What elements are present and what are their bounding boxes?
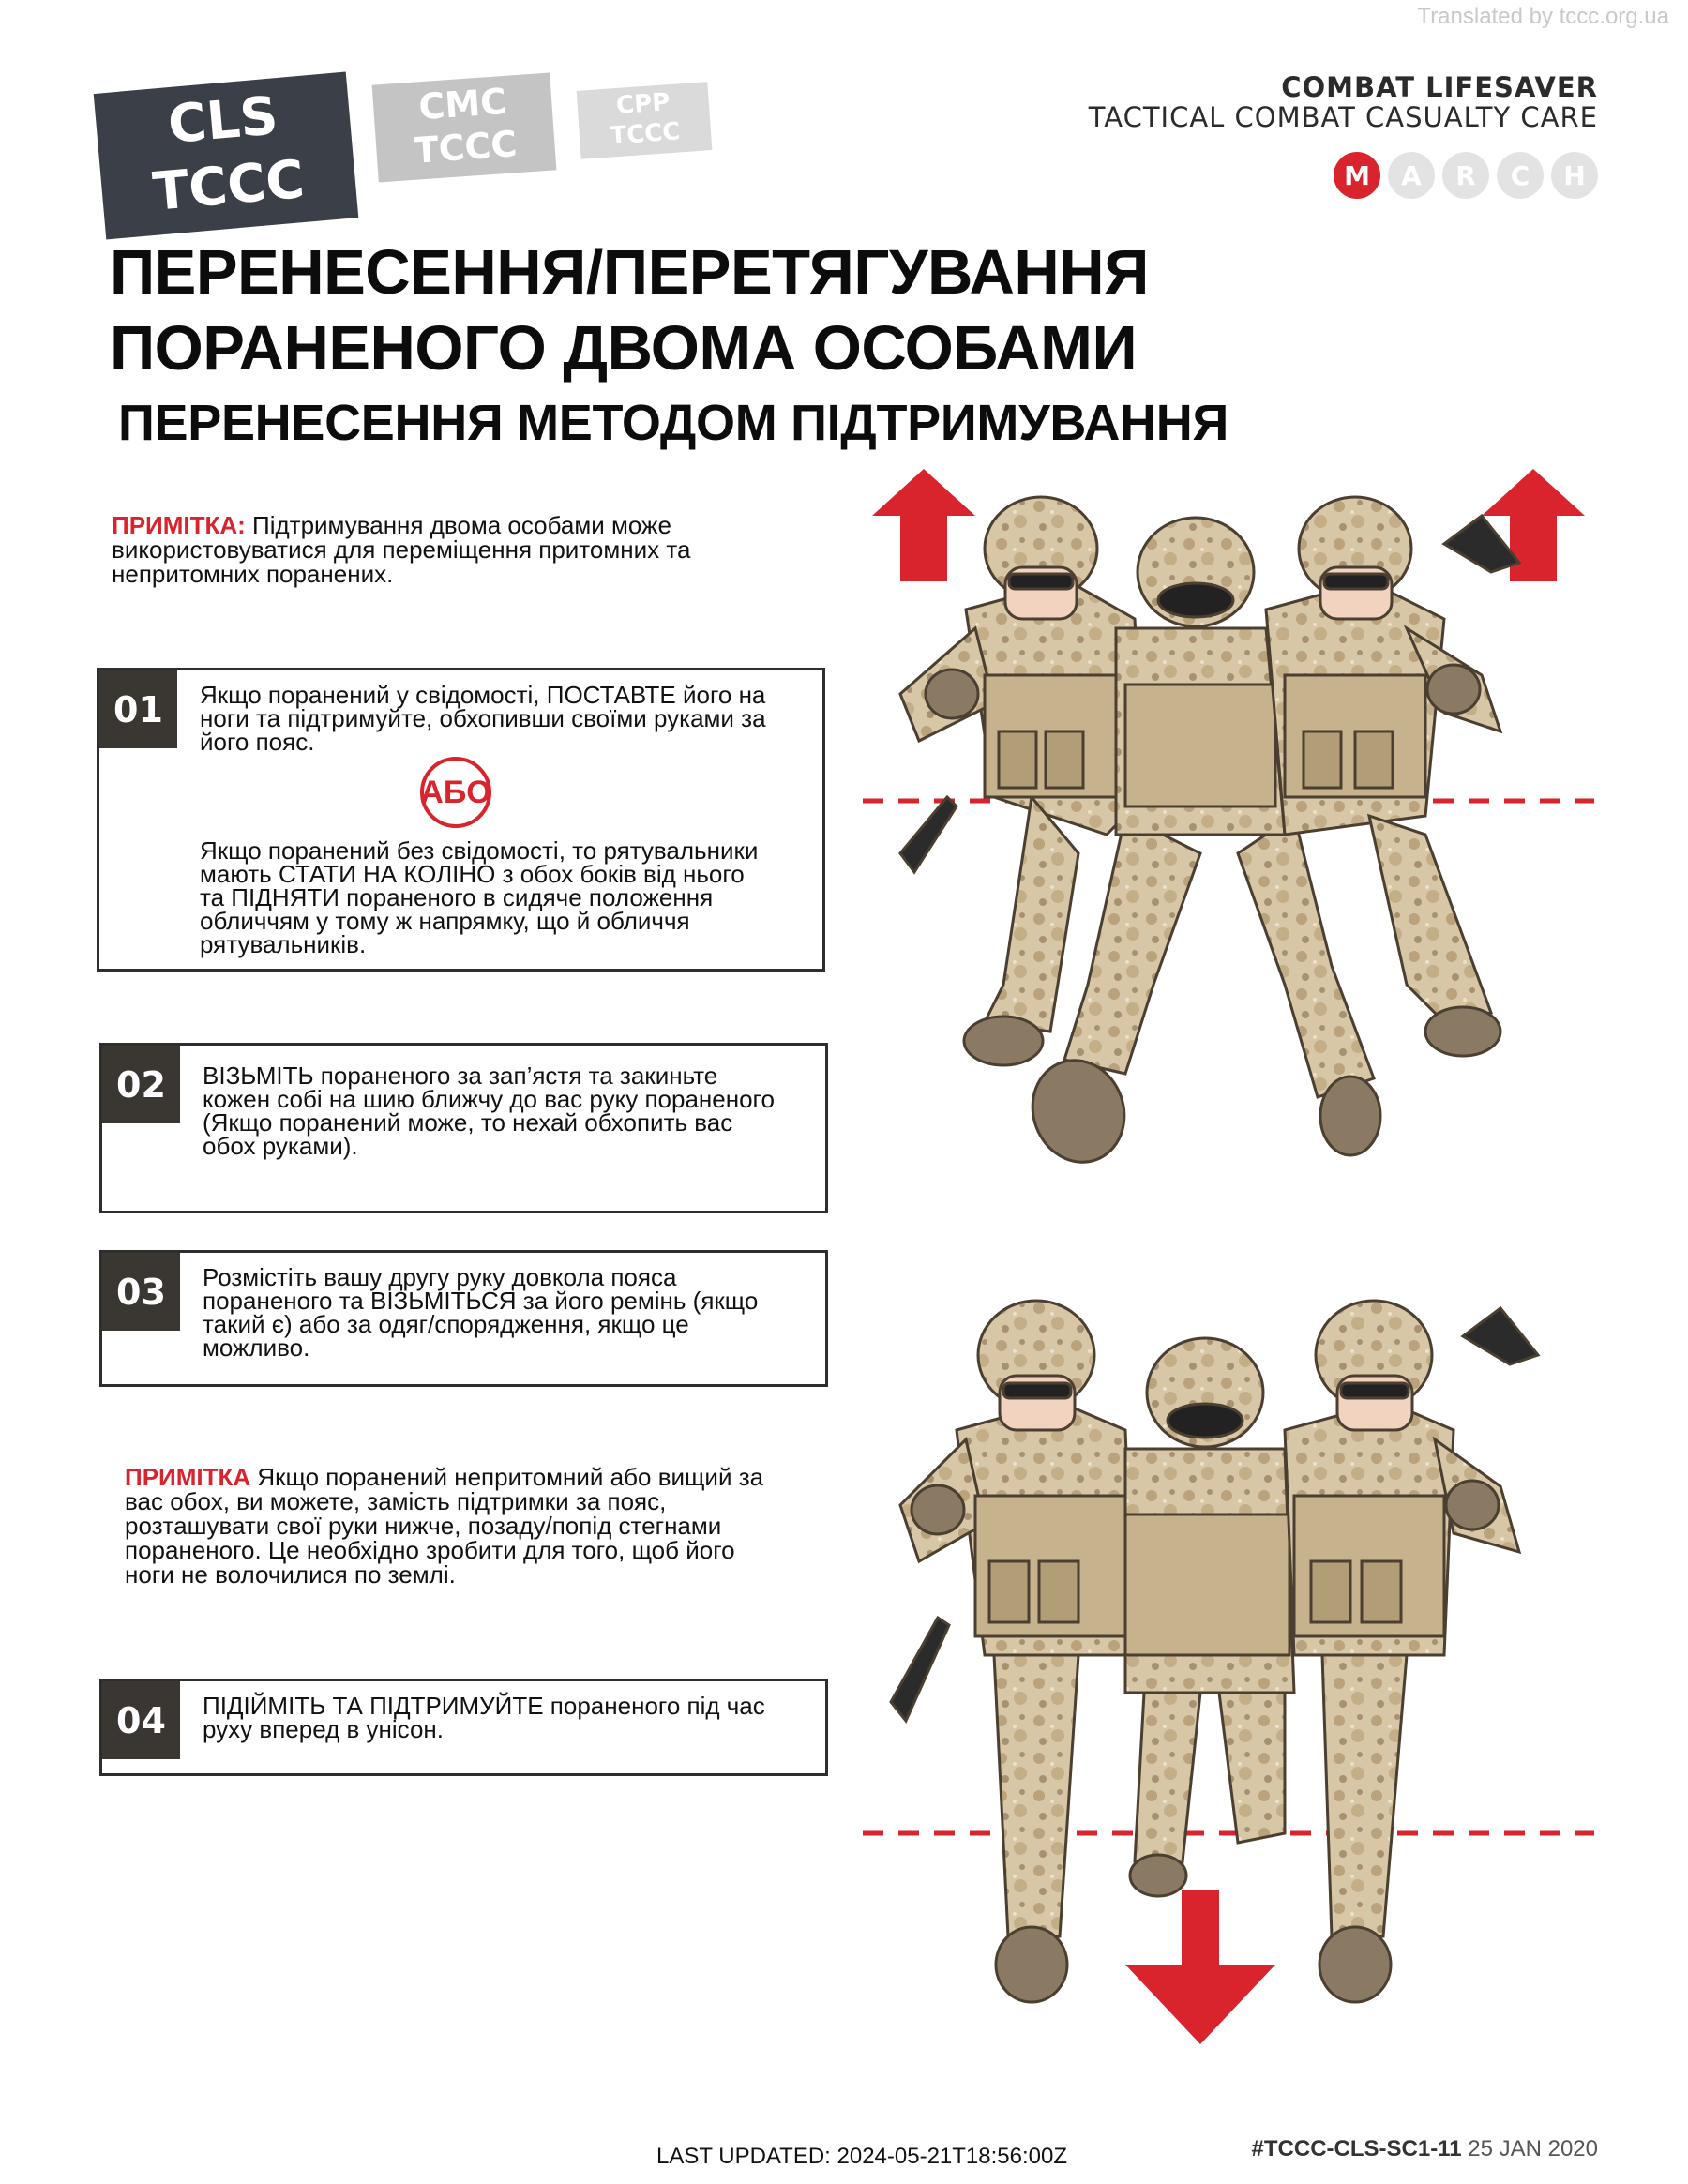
note-text-1: Підтримування двома особами може: [245, 511, 671, 539]
step-text: обох руками).: [203, 1132, 358, 1160]
step-text: (Якщо поранений може, то нехай обхопить вас: [203, 1108, 733, 1137]
step-text: мають СТАТИ НА КОЛІНО з обох боків від нього: [200, 860, 745, 888]
page-title: [110, 234, 1149, 386]
step-text: Розмістіть вашу другу руку довкола пояса: [203, 1263, 677, 1291]
document-id: [1252, 2136, 1598, 2162]
step-number: 01: [99, 670, 177, 748]
cpp-tccc-badge: [577, 82, 713, 159]
step-text: пораненого та ВІЗЬМІТЬСЯ за його ремінь (якщо: [203, 1287, 759, 1315]
march-letter-h: H: [1551, 152, 1598, 199]
title-line-1: ПЕРЕНЕСЕННЯ/ПЕРЕТЯГУВАННЯ: [110, 237, 1149, 308]
note-general: [112, 513, 787, 586]
casualty-torso: [1116, 518, 1285, 835]
doc-date: 25 JAN 2020: [1461, 2136, 1598, 2161]
rescuer-left-figure: [891, 1301, 1135, 2002]
page-subtitle: ПЕРЕНЕСЕННЯ МЕТОДОМ ПІДТРИМУВАННЯ: [118, 395, 1228, 451]
step-text: Якщо поранений без свідомості, то рятувальники: [200, 836, 759, 865]
note-unconscious: [125, 1465, 819, 1587]
badge-line-1: CPP: [615, 88, 671, 121]
step-number: 04: [102, 1681, 180, 1759]
step-text: рятувальників.: [200, 930, 367, 958]
note-text-2: використовуватися для переміщення притомних та: [112, 535, 691, 564]
note-text-1: Якщо поранений непритомний або вищий за: [250, 1463, 764, 1491]
step-04: [99, 1679, 828, 1776]
step-text: ноги та підтримуйте, обхопивши своїми руками за: [200, 704, 766, 732]
cls-tccc-badge: [94, 72, 359, 240]
casualty-figure: [1125, 1338, 1294, 1896]
arrow-down-icon: [1125, 1890, 1275, 2044]
step-text: ПІДІЙМІТЬ ТА ПІДТРИМУЙТЕ пораненого під час: [203, 1692, 765, 1720]
note-text-3: розташувати свої руки нижче, позаду/попід стегнами: [125, 1512, 722, 1540]
badge-line-1: CLS: [165, 85, 280, 157]
badge-line-1: CMC: [417, 80, 508, 128]
march-letter-r: R: [1442, 152, 1489, 199]
or-badge: АБО: [420, 757, 491, 828]
note-label: ПРИМІТКА:: [112, 511, 246, 539]
rescuer-right-figure: [1285, 1301, 1538, 2002]
doc-id-text: #TCCC-CLS-SC1-11: [1251, 2136, 1462, 2161]
march-letter-m: M: [1334, 152, 1380, 199]
step-text: руху вперед в унісон.: [203, 1715, 444, 1743]
step-number: 02: [102, 1046, 180, 1123]
step-number: 03: [102, 1253, 180, 1331]
step-text: та ПІДНЯТИ пораненого в сидяче положення: [200, 883, 714, 911]
badge-line-2: TCCC: [150, 148, 308, 223]
note-text-2: вас обох, ви можете, замість підтримки за пояс,: [125, 1487, 667, 1515]
step-03: [99, 1250, 828, 1387]
title-line-2: ПОРАНЕНОГО ДВОМА ОСОБАМИ: [110, 313, 1138, 384]
march-letter-a: A: [1388, 152, 1435, 199]
translated-by-credit: Translated by tccc.org.ua: [1417, 4, 1669, 29]
step-text: можливо.: [203, 1333, 310, 1362]
march-indicator: [1334, 152, 1598, 199]
last-updated: LAST UPDATED: 2024-05-21T18:56:00Z: [656, 2144, 1067, 2169]
step-text: Якщо поранений у свідомості, ПОСТАВТЕ його на: [200, 681, 766, 709]
badge-line-2: TCCC: [609, 117, 682, 151]
arrow-up-icon: [872, 469, 975, 581]
note-text-4: пораненого. Це необхідно зробити для того, щоб його: [125, 1536, 735, 1564]
step-01: [97, 668, 825, 972]
badge-line-2: TCCC: [413, 123, 519, 172]
illustration-carry: [844, 1261, 1632, 2105]
note-label: ПРИМІТКА: [125, 1463, 251, 1491]
note-text-5: ноги не волочилися по землі.: [125, 1560, 456, 1589]
note-text-3: непритомних поранених.: [112, 560, 394, 588]
step-text: ВІЗЬМІТЬ пораненого за зап’ястя та закиньте: [203, 1062, 718, 1090]
step-text: його пояс.: [200, 728, 315, 756]
brand-combat-lifesaver: COMBAT LIFESAVER: [1281, 71, 1598, 103]
brand-tccc: TACTICAL COMBAT CASUALTY CARE: [1088, 101, 1598, 133]
step-text: обличчям у тому ж напрямку, що й обличчя: [200, 907, 690, 935]
step-02: [99, 1043, 828, 1213]
step-text: такий є) або за одяг/спорядження, якщо це: [203, 1310, 689, 1338]
cmc-tccc-badge: [372, 72, 557, 182]
step-text: кожен собі на шию ближчу до вас руку пораненого: [203, 1085, 775, 1113]
march-letter-c: C: [1497, 152, 1544, 199]
illustration-lift: [844, 459, 1632, 1191]
